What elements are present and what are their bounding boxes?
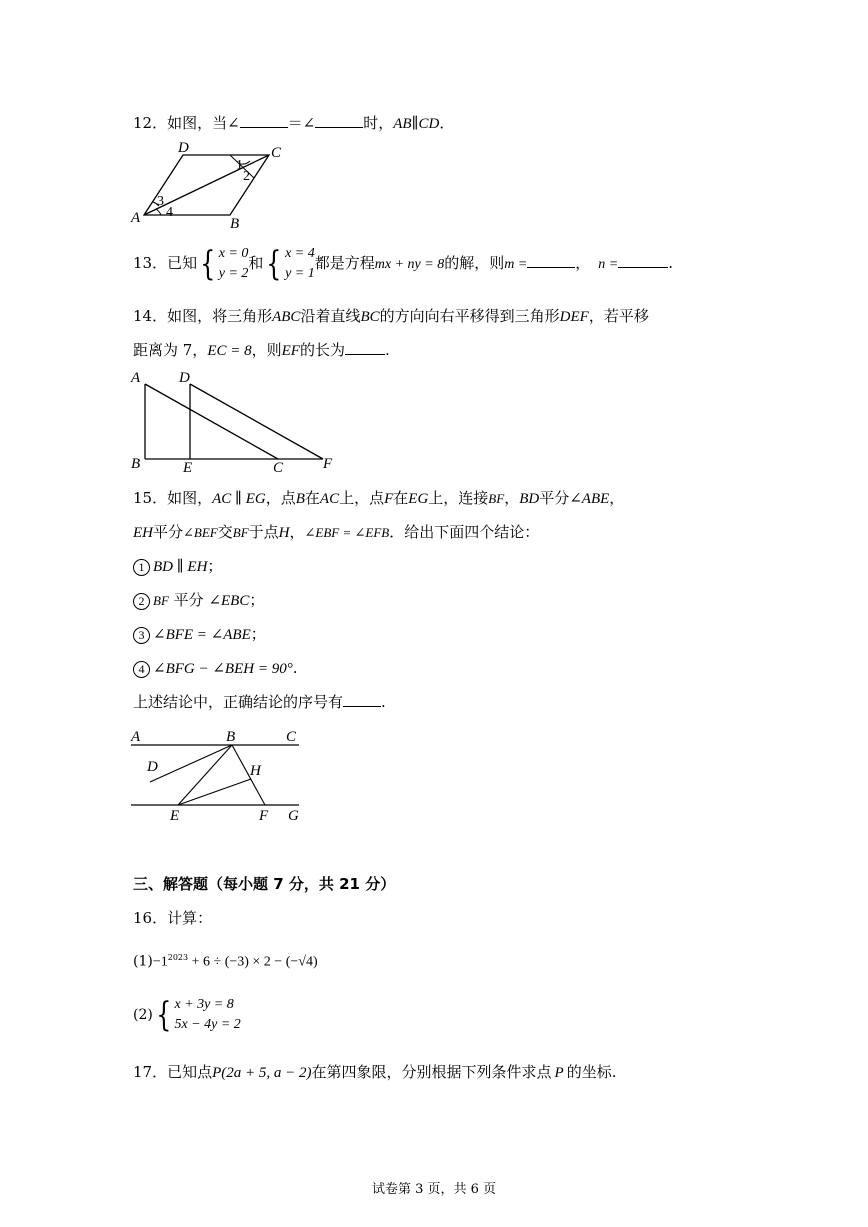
q15-item-4: 4 ∠BFG − ∠BEH = 90°. bbox=[133, 658, 297, 679]
q14-label-B: B bbox=[131, 456, 141, 472]
q14-label-F: F bbox=[323, 456, 333, 472]
q12-line: 12．如图，当∠ ＝∠ 时，AB∥CD． bbox=[133, 114, 455, 132]
q13-line: 13．已知 { x = 0 y = 2 和 { x = 4 y = 1 都是方程mx + ny = 8的解，则m = ， n = . bbox=[133, 244, 674, 284]
q15-number: 15． bbox=[133, 489, 168, 507]
q12-blank-2[interactable] bbox=[315, 113, 363, 128]
q12-label-4: 4 bbox=[166, 205, 173, 220]
q12-figure bbox=[126, 138, 296, 230]
q15-item-3: 3 ∠BFE = ∠ABE； bbox=[133, 624, 266, 645]
q13-system-2: { x = 4 y = 1 bbox=[266, 244, 315, 284]
q13-system-1: { x = 0 y = 2 bbox=[200, 244, 249, 284]
q14-label-A: A bbox=[131, 370, 141, 386]
q15-item-1: 1 BD ∥ EH； bbox=[133, 556, 222, 577]
q14-figure bbox=[126, 368, 346, 478]
q15-mark-1: 1 bbox=[133, 559, 150, 576]
q12-label-D: D bbox=[178, 140, 189, 156]
q15-blank[interactable] bbox=[343, 692, 381, 707]
page-footer: 试卷第 3 页，共 6 页 bbox=[371, 1182, 497, 1197]
q17-number: 17． bbox=[133, 1063, 168, 1081]
q15-ask: 上述结论中，正确结论的序号有 . bbox=[133, 693, 386, 711]
q15-item-2: 2 BF 平分 ∠EBC； bbox=[133, 590, 264, 611]
q13-blank-m[interactable] bbox=[527, 253, 575, 268]
q15-mark-3: 3 bbox=[133, 627, 150, 644]
section-3-heading: 三、解答题（每小题 7 分，共 21 分） bbox=[133, 875, 396, 893]
q15-label-G: G bbox=[288, 808, 299, 824]
q15-mark-2: 2 bbox=[133, 593, 150, 610]
q13-blank-n[interactable] bbox=[618, 253, 668, 268]
q16-system: { x + 3y = 8 5x − 4y = 2 bbox=[156, 995, 241, 1035]
q14-label-C: C bbox=[273, 460, 284, 476]
q14-number: 14． bbox=[133, 307, 168, 325]
q15-label-B: B bbox=[226, 729, 236, 745]
q14-line-1: 14．如图，将三角形ABC沿着直线BC的方向向右平移得到三角形DEF，若平移 bbox=[133, 307, 649, 325]
q12-label-1: 1 bbox=[236, 158, 243, 173]
q17-line: 17．已知点P(2a + 5, a − 2)在第四象限，分别根据下列条件求点 P 的坐标. bbox=[133, 1063, 617, 1081]
q14-line-2: 距离为 7，EC = 8，则EF的长为 . bbox=[133, 341, 390, 359]
q14-blank[interactable] bbox=[345, 340, 385, 355]
q14-label-E: E bbox=[183, 460, 193, 476]
q15-figure bbox=[126, 722, 316, 832]
q15-label-E: E bbox=[170, 808, 180, 824]
q16-number: 16． bbox=[133, 909, 168, 927]
q12-label-C: C bbox=[271, 145, 282, 161]
q15-label-C: C bbox=[286, 729, 297, 745]
q15-label-A: A bbox=[131, 729, 141, 745]
q15-mark-4: 4 bbox=[133, 661, 150, 678]
q16-title: 16．计算： bbox=[133, 909, 213, 927]
q15-label-D: D bbox=[147, 759, 158, 775]
q13-number: 13． bbox=[133, 254, 168, 272]
q12-number: 12． bbox=[133, 114, 168, 132]
q15-line-2: EH平分∠BEF交BF于点H，∠EBF = ∠EFB．给出下面四个结论： bbox=[133, 523, 540, 541]
q12-blank-1[interactable] bbox=[240, 113, 288, 128]
q15-label-H: H bbox=[250, 763, 261, 779]
q16-part-2: (2) { x + 3y = 8 5x − 4y = 2 bbox=[133, 995, 241, 1035]
q14-label-D: D bbox=[179, 370, 190, 386]
q12-label-B: B bbox=[230, 216, 240, 230]
q12-label-2: 2 bbox=[243, 169, 250, 184]
q15-label-F: F bbox=[259, 808, 269, 824]
q16-part-1: $(1)-1^{2023} + 6 \div (-3) \times 2 - (-√4)$ bbox=[133, 953, 318, 970]
q15-line-1: 15．如图，AC ∥ EG，点B在AC上，点F在EG上，连接BF，BD平分∠ABE， bbox=[133, 489, 625, 507]
q12-label-A: A bbox=[131, 210, 141, 226]
q12-label-3: 3 bbox=[157, 194, 164, 209]
